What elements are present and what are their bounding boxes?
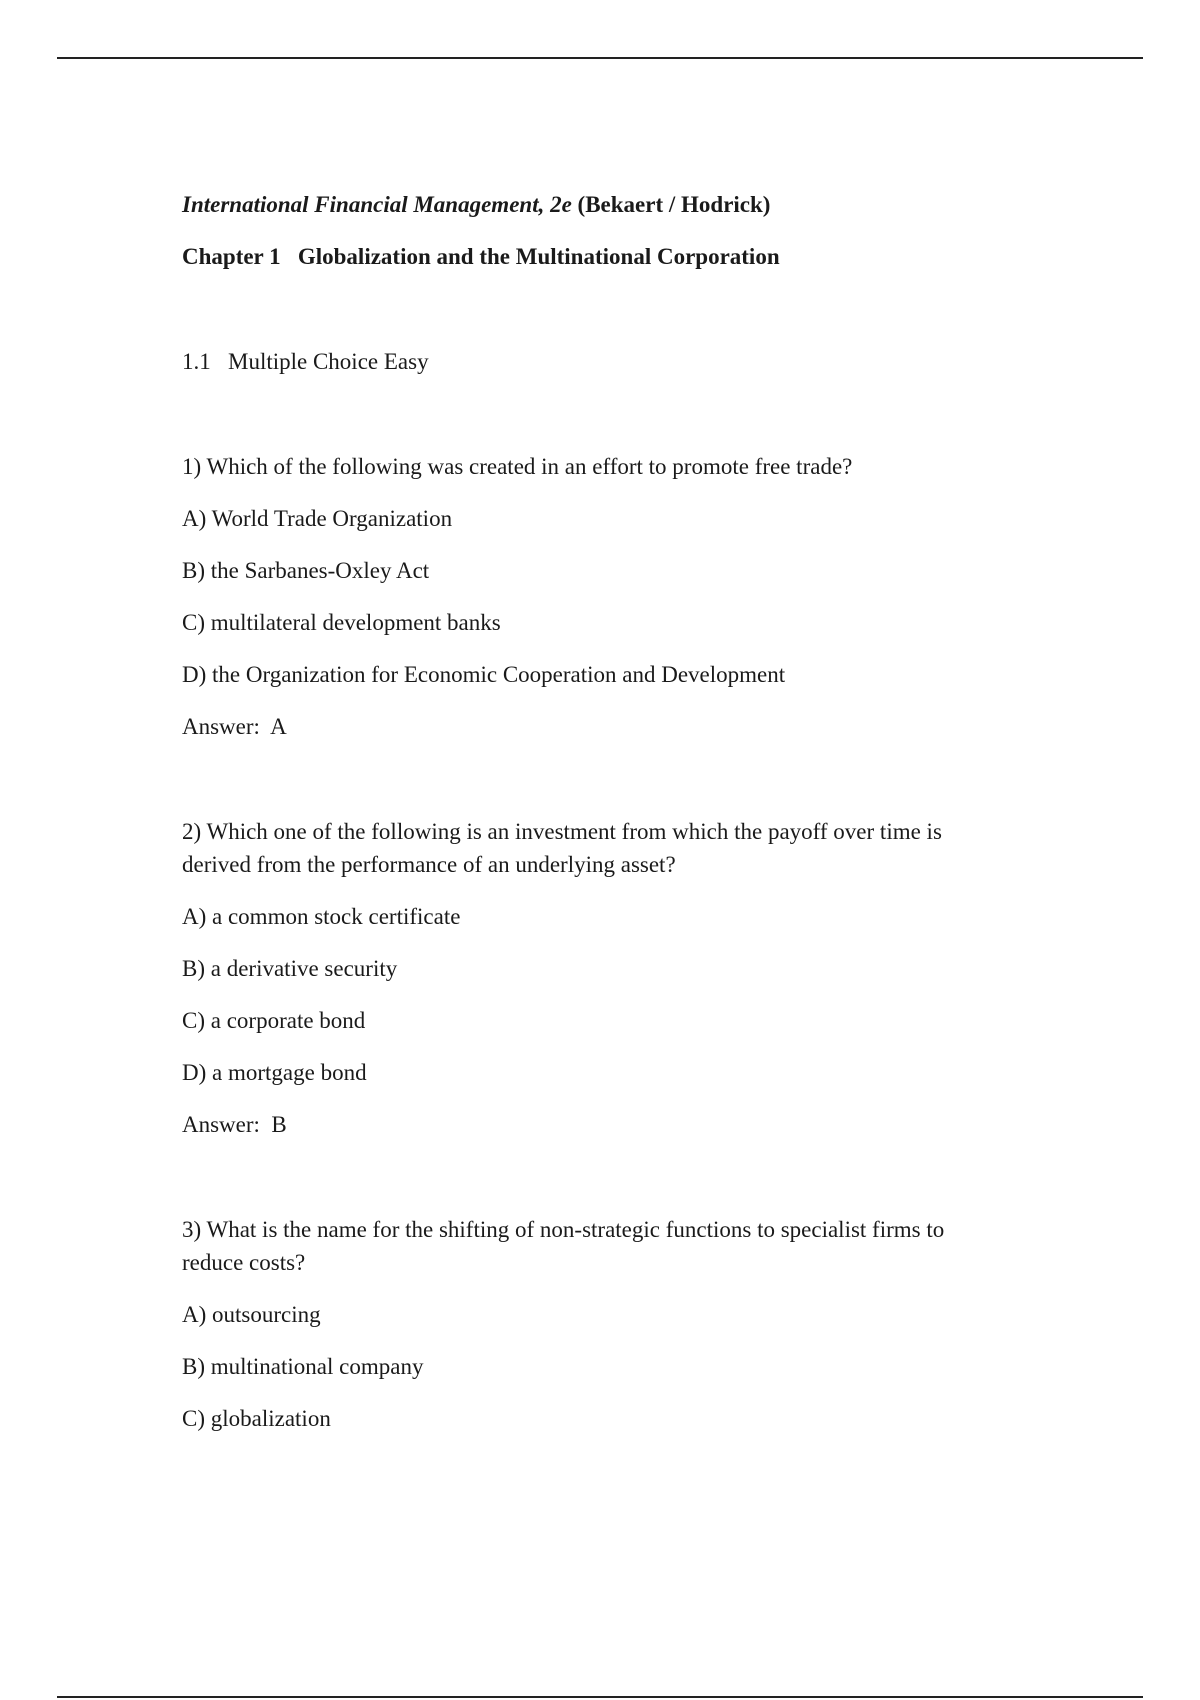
question-2 [182, 815, 1002, 1141]
question-list [182, 450, 1002, 1435]
bottom-rule [57, 1696, 1143, 1698]
option-a: A) World Trade Organization [182, 506, 453, 531]
option-a: A) a common stock certificate [182, 904, 461, 929]
option-d: D) a mortgage bond [182, 1060, 367, 1085]
answer-text: Answer: B [182, 1112, 287, 1137]
book-authors: (Bekaert / Hodrick) [571, 192, 771, 217]
option-d: D) the Organization for Economic Cooperation and Development [182, 662, 786, 687]
document-page [182, 188, 1002, 1435]
question-1 [182, 450, 1002, 743]
option-c: C) multilateral development banks [182, 610, 501, 635]
option-c: C) a corporate bond [182, 1008, 366, 1033]
question-text: 3) What is the name for the shifting of non-strategic functions to specialist firms to reduce costs? [182, 1217, 945, 1275]
option-b: B) multinational company [182, 1354, 424, 1379]
chapter-title: Chapter 1 Globalization and the Multinational Corporation [182, 244, 780, 269]
option-c: C) globalization [182, 1406, 331, 1431]
question-text: 1) Which of the following was created in an effort to promote free trade? [182, 454, 853, 479]
question-text: 2) Which one of the following is an investment from which the payoff over time is derived from the performance of an underlying asset? [182, 819, 942, 877]
section-title: 1.1 Multiple Choice Easy [182, 349, 429, 374]
option-b: B) a derivative security [182, 956, 398, 981]
book-title [182, 188, 1002, 221]
option-a: A) outsourcing [182, 1302, 321, 1327]
option-b: B) the Sarbanes-Oxley Act [182, 558, 430, 583]
question-3 [182, 1213, 1002, 1435]
book-title-text: International Financial Management, 2e [182, 192, 572, 217]
top-rule [57, 57, 1143, 59]
answer-text: Answer: A [182, 714, 287, 739]
